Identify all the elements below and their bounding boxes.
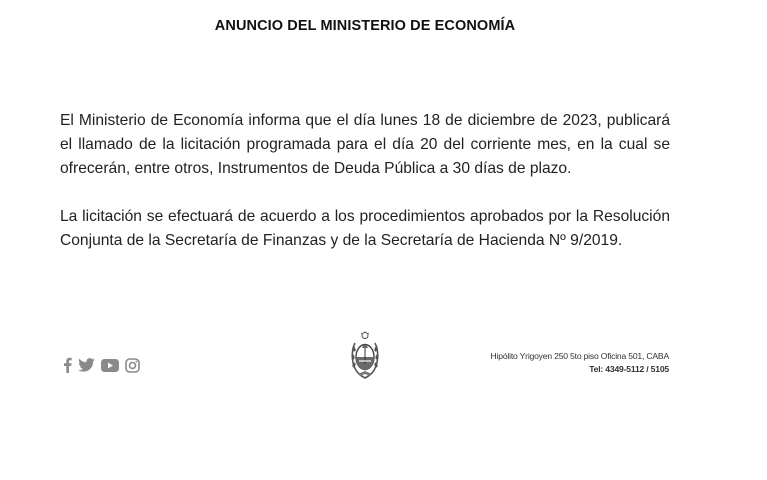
paragraph-procedure: La licitación se efectuará de acuerdo a los procedimientos aprobados por la Resolución Conjunta de la Secretaría de Finanzas y de la Secretaría de Hacienda Nº 9/2019. [60, 208, 670, 249]
phone-text: Tel: 4349-5112 / 5105 [589, 364, 669, 374]
paragraph-intro: El Ministerio de Economía informa que el día lunes 18 de diciembre de 2023, publicará el llamado de la licitación programada para el día 20 del corriente mes, en la cual se ofrecerán, entre otros, Instrumentos de Deuda Pública a 30 días de plazo. [60, 112, 670, 177]
social-links [63, 356, 140, 374]
instagram-icon[interactable] [125, 358, 140, 373]
address-text: Hipólito Yrigoyen 250 5to piso Oficina 501, CABA [490, 351, 669, 361]
contact-block [491, 350, 669, 376]
youtube-icon[interactable] [101, 359, 119, 372]
facebook-icon[interactable] [63, 357, 72, 373]
twitter-icon[interactable] [78, 358, 95, 372]
coat-of-arms-icon [349, 331, 381, 381]
announcement-title: ANUNCIO DEL MINISTERIO DE ECONOMÍA [214, 18, 516, 34]
